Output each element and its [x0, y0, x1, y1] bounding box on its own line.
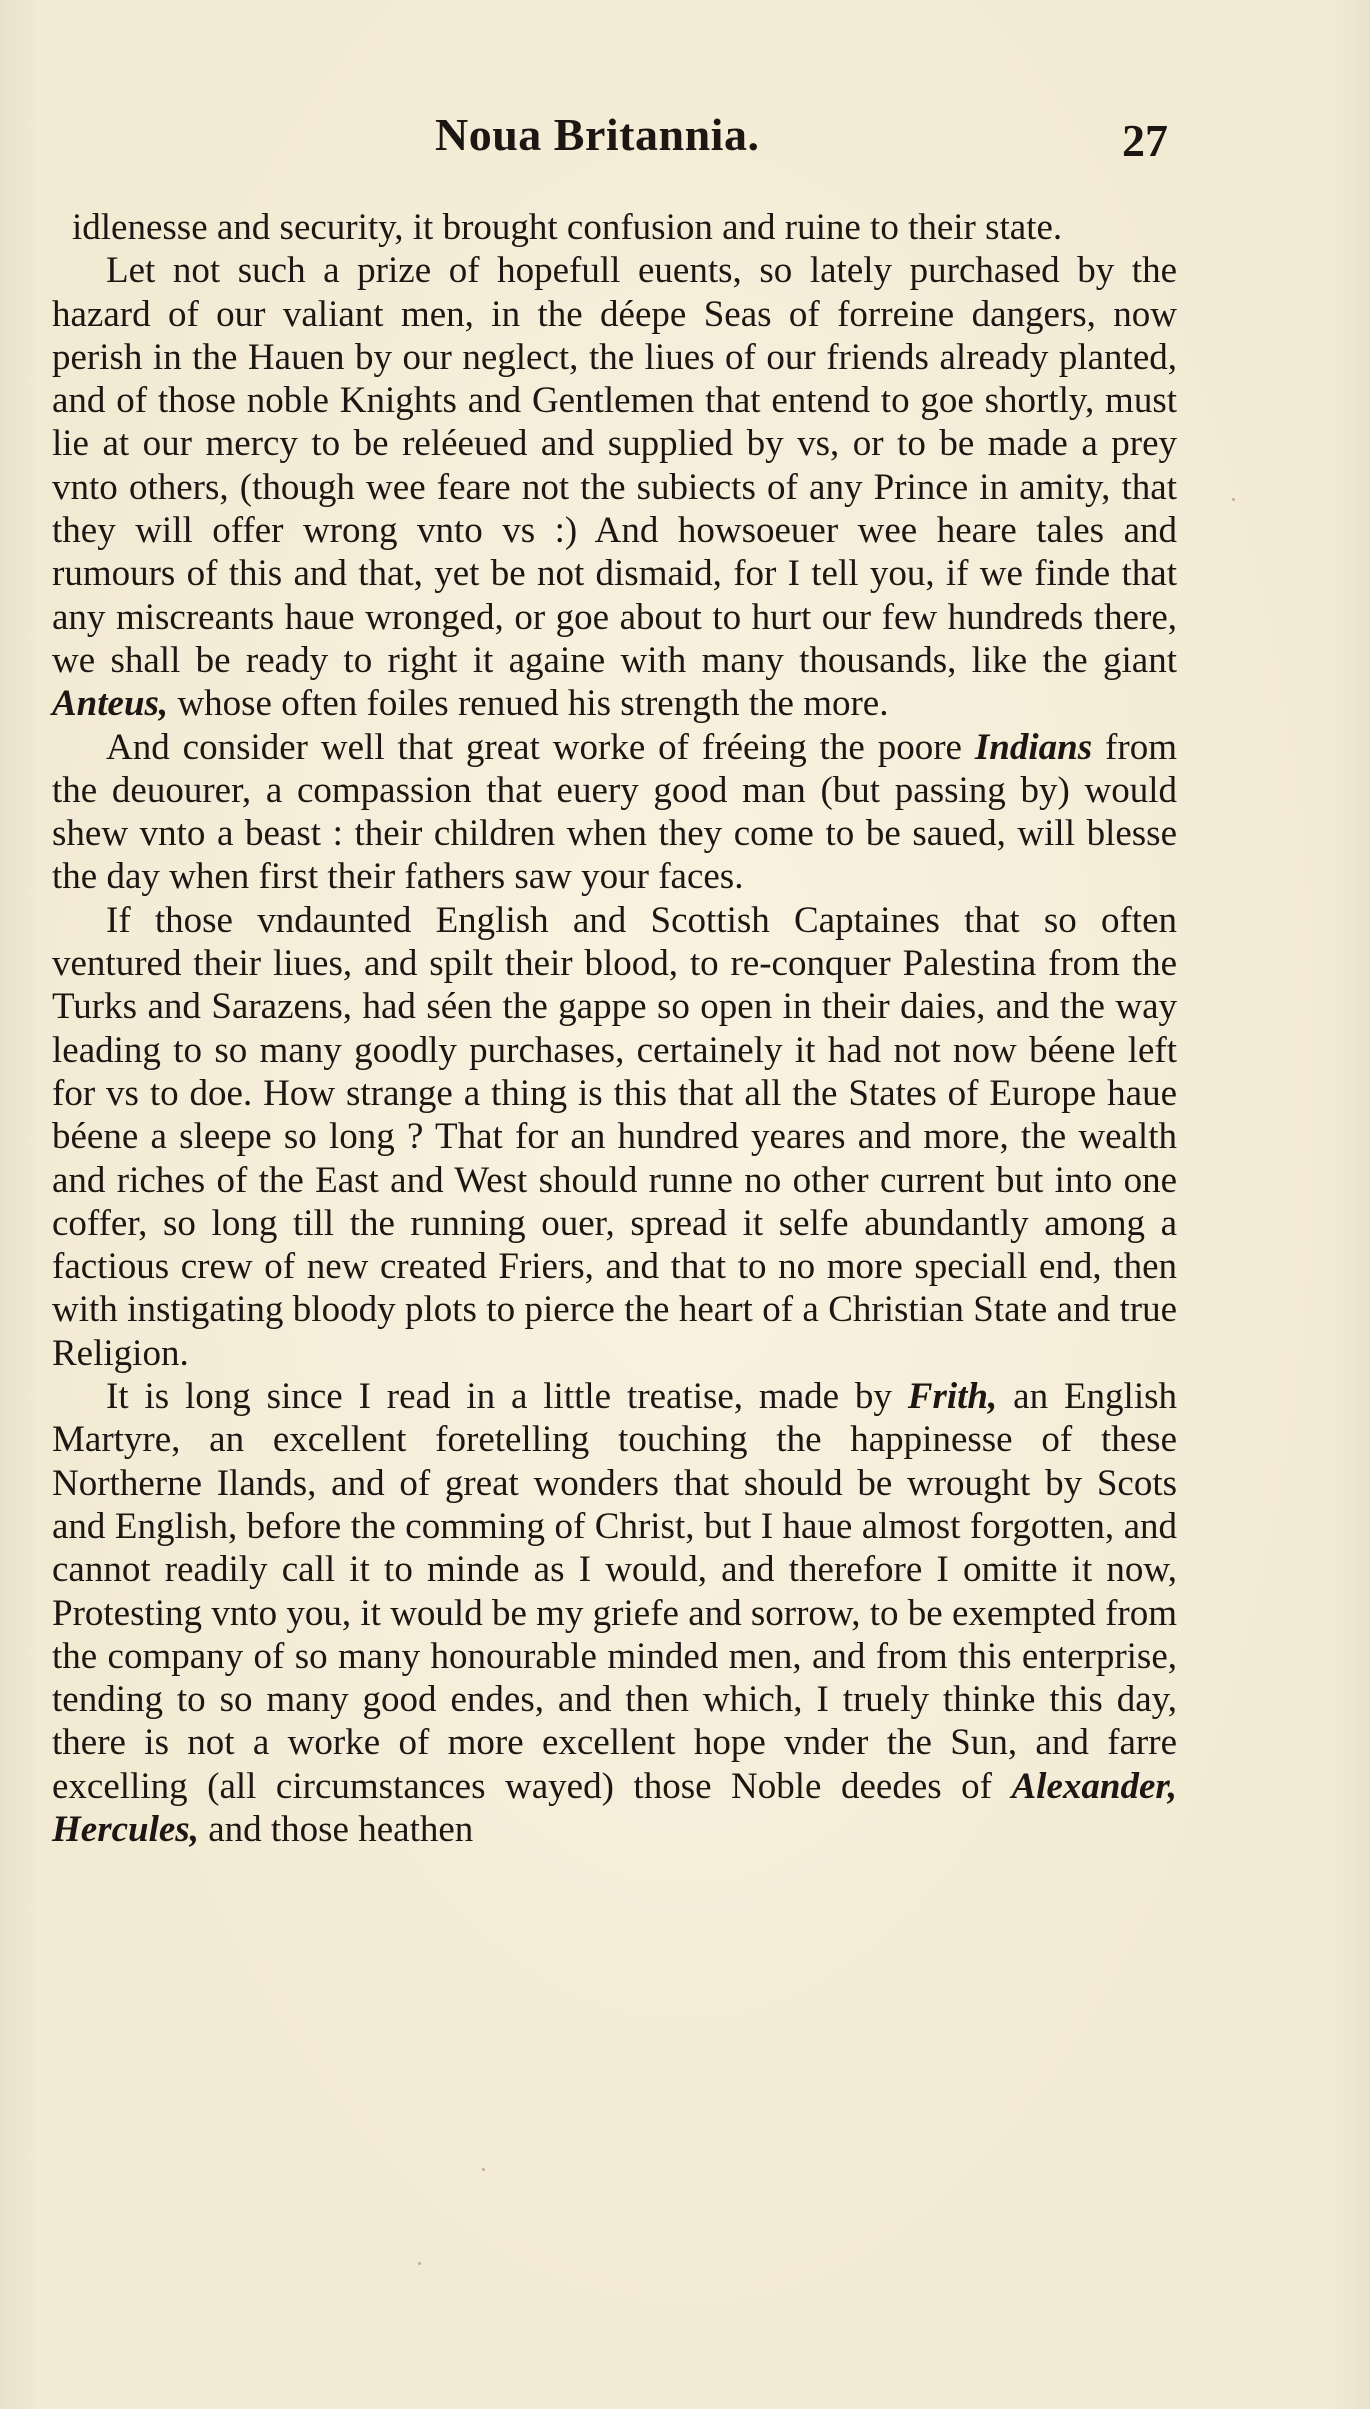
text-run: idlenesse and security, it brought confusion and ruine to their state.: [72, 207, 1063, 248]
italic-name: Anteus,: [52, 683, 169, 725]
italic-name: Indians: [974, 726, 1093, 768]
body-text: [52, 206, 1177, 1851]
text-run: from the deuourer, a compassion that euery good man (but passing by) would shew vnto a beast : their children when they come to be saued, will blesse the day when first their fathers saw your faces.: [52, 726, 1177, 898]
page-number: 27: [1122, 115, 1168, 166]
text-run: an English Martyre, an excellent foretelling touching the happinesse of these Northerne Ilands, and of great wonders that should be wrought by Scots and English, before the comming of Christ, but I haue almost forgotten, and cannot readily call it to minde as I would, and therefore I omitte it now, Protesting vnto you, it would be my griefe and sorrow, to be exempted from the company of so many honourable minded men, and from this enterprise, tending to so many good endes, and then which, I truely thinke this day, there is not a worke of more excellent hope vnder the Sun, and farre excelling (all circumstances wayed) those Noble deedes of: [52, 1376, 1177, 1807]
italic-name: Frith,: [907, 1376, 998, 1418]
paper-speck: [1232, 498, 1235, 501]
text-run: If those vndaunted English and Scottish Captaines that so often ventured their liues, and spilt their blood, to re-conquer Palestina from the Turks and Sarazens, had séen the gappe so open in their daies, and the way leading to so many goodly purchases, certainely it had not now béene left for vs to doe. How strange a thing is this that all the States of Europe haue béene a sleepe so long ? That for an hundred yeares and more, the wealth and riches of the East and West should runne no other current but into one coffer, so long till the running ouer, spread it selfe abundantly among a factious crew of new created Friers, and that to no more speciall end, then with instigating bloody plots to pierce the heart of a Christian State and true Religion.: [52, 899, 1177, 1374]
text-run: Let not such a prize of hopefull euents, so lately purchased by the hazard of our valiant men, in the déepe Seas of forreine dangers, now perish in the Hauen by our neglect, the liues of our friends already planted, and of those noble Knights and Gentlemen that entend to goe shortly, must lie at our mercy to be reléeued and supplied by vs, or to be made a prey vnto others, (though wee feare not the subiects of any Prince in amity, that they will offer wrong vnto vs :) And howsoeuer wee heare tales and rumours of this and that, yet be not dismaid, for I tell you, if we finde that any miscreants haue wronged, or goe about to hurt our few hundreds there, we shall be ready to right it againe with many thousands, like the giant: [52, 250, 1177, 681]
paper-speck: [418, 2262, 421, 2265]
paragraph: [52, 206, 1177, 249]
running-head-title: Noua Britannia.: [435, 109, 760, 160]
paragraph: [52, 249, 1177, 725]
paragraph: [52, 899, 1177, 1375]
text-run: And consider well that great worke of fréeing the poore: [106, 726, 975, 768]
paragraph: [52, 726, 1177, 899]
paragraph: [52, 1375, 1177, 1851]
text-run: and those heathen: [198, 1808, 474, 1850]
text-run: whose often foiles renued his strength the more.: [168, 683, 889, 725]
paper-speck: [482, 2168, 485, 2171]
italic-name: Alexander, Hercules,: [52, 1765, 1177, 1850]
text-run: It is long since I read in a little treatise, made by: [106, 1376, 908, 1418]
